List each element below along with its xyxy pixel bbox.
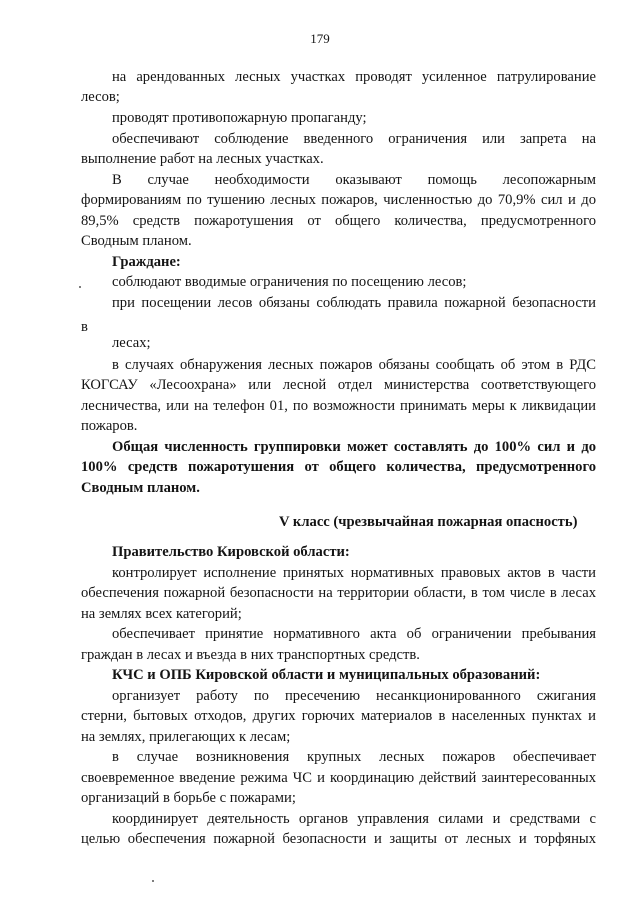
text-line: формированиям по тушению лесных пожаров, численностью до 70,9% сил и до <box>81 192 596 208</box>
text-line: в случае возникновения крупных лесных пожаров обеспечивает <box>112 749 596 765</box>
bold-text-line: Общая численность группировки может составлять до 100% сил и до <box>112 439 596 455</box>
text-line: организаций в борьбе с пожарами; <box>81 790 296 806</box>
text-line: пожаров. <box>81 418 138 434</box>
text-line: лесов; <box>81 89 120 105</box>
text-line: своевременное введение режима ЧС и координацию действий заинтересованных <box>81 770 596 786</box>
text-line: Сводным планом. <box>81 233 192 249</box>
text-line: на землях всех категорий; <box>81 606 242 622</box>
text-line: выполнение работ на лесных участках. <box>81 151 324 167</box>
text-line: на землях, прилегающих к лесам; <box>81 729 291 745</box>
page-number: 179 <box>310 31 330 46</box>
text-line: в <box>81 319 88 335</box>
section-title: V класс (чрезвычайная пожарная опасность) <box>279 514 578 530</box>
text-line: лесничества, или на телефон 01, по возможности принимать меры к ликвидации <box>81 398 596 414</box>
text-line: обеспечивает принятие нормативного акта об ограничении пребывания <box>112 626 596 642</box>
scan-speck <box>152 880 154 882</box>
text-line: организует работу по пресечению несанкционированного сжигания <box>112 688 596 704</box>
text-line: при посещении лесов обязаны соблюдать правила пожарной безопасности <box>112 295 596 311</box>
section-heading: Граждане: <box>112 254 181 270</box>
text-line: 89,5% средств пожаротушения от общего количества, предусмотренного <box>81 213 596 229</box>
bold-text-line: 100% средств пожаротушения от общего количества, предусмотренного <box>81 459 596 475</box>
text-line: обеспечения пожарной безопасности на территории области, в том числе в лесах <box>81 585 596 601</box>
text-line: обеспечивают соблюдение введенного ограничения или запрета на <box>112 131 596 147</box>
section-heading: КЧС и ОПБ Кировской области и муниципальных образований: <box>112 667 541 683</box>
text-line: стерни, бытовых отходов, других горючих материалов в населенных пунктах и <box>81 708 596 724</box>
text-line: проводят противопожарную пропаганду; <box>112 110 367 126</box>
text-line: лесах; <box>112 335 151 351</box>
text-line: на арендованных лесных участках проводят усиленное патрулирование <box>112 69 596 85</box>
bold-text-line: Сводным планом. <box>81 480 200 496</box>
text-line: граждан в лесах и въезда в них транспортных средств. <box>81 647 420 663</box>
scan-speck <box>79 286 81 288</box>
text-line: координирует деятельность органов управления силами и средствами с <box>112 811 596 827</box>
section-heading: Правительство Кировской области: <box>112 544 350 560</box>
text-line: в случаях обнаружения лесных пожаров обязаны сообщать об этом в РДС <box>112 357 596 373</box>
text-line: целью обеспечения пожарной безопасности и защиты от лесных и торфяных <box>81 831 596 847</box>
text-line: КОГСАУ «Лесоохрана» или лесной отдел министерства соответствующего <box>81 377 596 393</box>
text-line: контролирует исполнение принятых нормативных правовых актов в части <box>112 565 596 581</box>
text-line: В случае необходимости оказывают помощь лесопожарным <box>112 172 596 188</box>
text-line: соблюдают вводимые ограничения по посещению лесов; <box>112 274 467 290</box>
